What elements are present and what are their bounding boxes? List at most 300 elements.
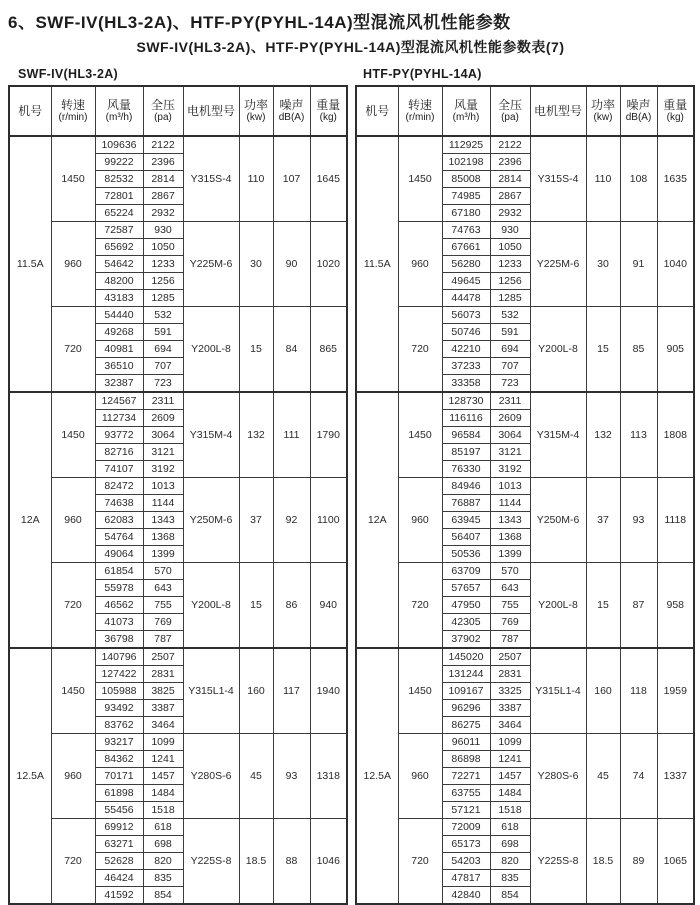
- flow-cell: 85008: [442, 171, 490, 188]
- table-row: [9, 392, 347, 410]
- rpm-cell: 1450: [398, 136, 442, 222]
- weight-cell: 1645: [310, 136, 347, 222]
- weight-cell: 1318: [310, 734, 347, 819]
- flow-cell: 49645: [442, 273, 490, 290]
- flow-cell: 54764: [95, 529, 143, 546]
- pressure-cell: 3464: [143, 717, 183, 734]
- flow-cell: 93217: [95, 734, 143, 751]
- table-row: [9, 734, 347, 751]
- flow-cell: 82716: [95, 444, 143, 461]
- flow-cell: 65692: [95, 239, 143, 256]
- flow-cell: 96011: [442, 734, 490, 751]
- pressure-cell: 854: [490, 887, 530, 905]
- pressure-cell: 2396: [143, 154, 183, 171]
- pressure-cell: 1343: [143, 512, 183, 529]
- flow-cell: 109636: [95, 136, 143, 154]
- pressure-cell: 3121: [143, 444, 183, 461]
- pressure-cell: 2867: [490, 188, 530, 205]
- table-row: [9, 222, 347, 239]
- flow-cell: 42305: [442, 614, 490, 631]
- flow-cell: 140796: [95, 648, 143, 666]
- weight-cell: 1065: [657, 819, 694, 905]
- rpm-cell: 960: [51, 222, 95, 307]
- noise-cell: 107: [273, 136, 310, 222]
- pressure-cell: 2609: [490, 410, 530, 427]
- column-header-rpm: 转速 (r/min): [398, 86, 442, 136]
- flow-cell: 74985: [442, 188, 490, 205]
- flow-cell: 48200: [95, 273, 143, 290]
- flow-cell: 63945: [442, 512, 490, 529]
- pressure-cell: 3464: [490, 717, 530, 734]
- noise-cell: 93: [273, 734, 310, 819]
- motor-model-cell: Y280S-6: [183, 734, 239, 819]
- flow-cell: 63755: [442, 785, 490, 802]
- pressure-cell: 3121: [490, 444, 530, 461]
- column-header-jihao: 机号: [356, 86, 398, 136]
- header-row: [9, 86, 347, 136]
- page-title: 6、SWF-IV(HL3-2A)、HTF-PY(PYHL-14A)型混流风机性能参数: [8, 13, 511, 32]
- rpm-cell: 720: [398, 563, 442, 649]
- table-row: [356, 307, 694, 324]
- flow-cell: 65173: [442, 836, 490, 853]
- pressure-cell: 1457: [143, 768, 183, 785]
- power-cell: 160: [239, 648, 273, 734]
- power-cell: 45: [586, 734, 620, 819]
- motor-model-cell: Y315S-4: [183, 136, 239, 222]
- power-cell: 30: [586, 222, 620, 307]
- rpm-cell: 1450: [51, 648, 95, 734]
- flow-cell: 112734: [95, 410, 143, 427]
- flow-cell: 42840: [442, 887, 490, 905]
- column-header-pressure: 全压 (pa): [490, 86, 530, 136]
- pressure-cell: 1013: [143, 478, 183, 495]
- power-cell: 15: [239, 563, 273, 649]
- table-row: [9, 648, 347, 666]
- flow-cell: 67180: [442, 205, 490, 222]
- motor-model-cell: Y200L-8: [183, 563, 239, 649]
- table-row: [356, 734, 694, 751]
- flow-cell: 105988: [95, 683, 143, 700]
- pressure-cell: 2122: [143, 136, 183, 154]
- table-row: [356, 563, 694, 580]
- motor-model-cell: Y200L-8: [530, 307, 586, 393]
- flow-cell: 61854: [95, 563, 143, 580]
- flow-cell: 69912: [95, 819, 143, 836]
- column-header-weight: 重量 (kg): [657, 86, 694, 136]
- noise-cell: 91: [620, 222, 657, 307]
- flow-cell: 76330: [442, 461, 490, 478]
- weight-cell: 1040: [657, 222, 694, 307]
- rpm-cell: 1450: [398, 648, 442, 734]
- pressure-cell: 1099: [143, 734, 183, 751]
- motor-model-cell: Y200L-8: [530, 563, 586, 649]
- flow-cell: 109167: [442, 683, 490, 700]
- flow-cell: 56073: [442, 307, 490, 324]
- flow-cell: 37902: [442, 631, 490, 649]
- column-header-power: 功率 (kw): [239, 86, 273, 136]
- noise-cell: 87: [620, 563, 657, 649]
- pressure-cell: 854: [143, 887, 183, 905]
- pressure-cell: 2311: [490, 392, 530, 410]
- column-header-pressure: 全压 (pa): [143, 86, 183, 136]
- noise-cell: 85: [620, 307, 657, 393]
- table-row: [9, 478, 347, 495]
- pressure-cell: 1484: [143, 785, 183, 802]
- flow-cell: 57121: [442, 802, 490, 819]
- pressure-cell: 2831: [143, 666, 183, 683]
- tables-container: [8, 85, 693, 905]
- table-labels-row: [8, 65, 693, 85]
- pressure-cell: 2609: [143, 410, 183, 427]
- weight-cell: 958: [657, 563, 694, 649]
- noise-cell: 86: [273, 563, 310, 649]
- power-cell: 15: [586, 563, 620, 649]
- pressure-cell: 1144: [143, 495, 183, 512]
- machine-size-cell: 12.5A: [356, 648, 398, 904]
- machine-size-cell: 11.5A: [9, 136, 51, 392]
- pressure-cell: 3825: [143, 683, 183, 700]
- flow-cell: 83762: [95, 717, 143, 734]
- pressure-cell: 694: [490, 341, 530, 358]
- flow-cell: 41073: [95, 614, 143, 631]
- rpm-cell: 960: [398, 734, 442, 819]
- power-cell: 110: [239, 136, 273, 222]
- flow-cell: 63271: [95, 836, 143, 853]
- column-header-power: 功率 (kw): [586, 86, 620, 136]
- flow-cell: 96584: [442, 427, 490, 444]
- table-row: [356, 392, 694, 410]
- pressure-cell: 787: [143, 631, 183, 649]
- flow-cell: 72009: [442, 819, 490, 836]
- noise-cell: 108: [620, 136, 657, 222]
- flow-cell: 72801: [95, 188, 143, 205]
- flow-cell: 55978: [95, 580, 143, 597]
- pressure-cell: 769: [143, 614, 183, 631]
- pressure-cell: 1343: [490, 512, 530, 529]
- pressure-cell: 694: [143, 341, 183, 358]
- pressure-cell: 1399: [490, 546, 530, 563]
- swf-performance-table: [8, 85, 348, 905]
- power-cell: 132: [239, 392, 273, 478]
- pressure-cell: 532: [490, 307, 530, 324]
- pressure-cell: 2814: [143, 171, 183, 188]
- motor-model-cell: Y200L-8: [183, 307, 239, 393]
- flow-cell: 54203: [442, 853, 490, 870]
- column-header-jihao: 机号: [9, 86, 51, 136]
- motor-model-cell: Y250M-6: [183, 478, 239, 563]
- weight-cell: 1808: [657, 392, 694, 478]
- rpm-cell: 960: [51, 478, 95, 563]
- power-cell: 15: [586, 307, 620, 393]
- flow-cell: 85197: [442, 444, 490, 461]
- flow-cell: 131244: [442, 666, 490, 683]
- noise-cell: 118: [620, 648, 657, 734]
- flow-cell: 74638: [95, 495, 143, 512]
- pressure-cell: 755: [490, 597, 530, 614]
- flow-cell: 47817: [442, 870, 490, 887]
- header-row: [356, 86, 694, 136]
- rpm-cell: 1450: [51, 392, 95, 478]
- flow-cell: 82472: [95, 478, 143, 495]
- pressure-cell: 1256: [490, 273, 530, 290]
- pressure-cell: 930: [490, 222, 530, 239]
- pressure-cell: 1399: [143, 546, 183, 563]
- pressure-cell: 3387: [490, 700, 530, 717]
- noise-cell: 93: [620, 478, 657, 563]
- pressure-cell: 2831: [490, 666, 530, 683]
- table-row: [9, 136, 347, 154]
- flow-cell: 56407: [442, 529, 490, 546]
- flow-cell: 84946: [442, 478, 490, 495]
- flow-cell: 124567: [95, 392, 143, 410]
- pressure-cell: 2122: [490, 136, 530, 154]
- noise-cell: 92: [273, 478, 310, 563]
- pressure-cell: 643: [490, 580, 530, 597]
- noise-cell: 88: [273, 819, 310, 905]
- flow-cell: 49268: [95, 324, 143, 341]
- flow-cell: 70171: [95, 768, 143, 785]
- pressure-cell: 643: [143, 580, 183, 597]
- pressure-cell: 2814: [490, 171, 530, 188]
- pressure-cell: 2311: [143, 392, 183, 410]
- motor-model-cell: Y225S-8: [183, 819, 239, 905]
- pressure-cell: 1285: [490, 290, 530, 307]
- flow-cell: 36510: [95, 358, 143, 375]
- flow-cell: 96296: [442, 700, 490, 717]
- table-row: [356, 648, 694, 666]
- flow-cell: 128730: [442, 392, 490, 410]
- flow-cell: 50746: [442, 324, 490, 341]
- noise-cell: 111: [273, 392, 310, 478]
- pressure-cell: 707: [143, 358, 183, 375]
- flow-cell: 56280: [442, 256, 490, 273]
- rpm-cell: 1450: [51, 136, 95, 222]
- pressure-cell: 698: [143, 836, 183, 853]
- table-row: [9, 563, 347, 580]
- weight-cell: 1046: [310, 819, 347, 905]
- motor-model-cell: Y225S-8: [530, 819, 586, 905]
- power-cell: 160: [586, 648, 620, 734]
- flow-cell: 36798: [95, 631, 143, 649]
- flow-cell: 127422: [95, 666, 143, 683]
- pressure-cell: 930: [143, 222, 183, 239]
- table-row: [356, 222, 694, 239]
- noise-cell: 90: [273, 222, 310, 307]
- table-row: [356, 136, 694, 154]
- pressure-cell: 755: [143, 597, 183, 614]
- power-cell: 30: [239, 222, 273, 307]
- pressure-cell: 1241: [143, 751, 183, 768]
- flow-cell: 32387: [95, 375, 143, 393]
- pressure-cell: 1457: [490, 768, 530, 785]
- pressure-cell: 723: [490, 375, 530, 393]
- pressure-cell: 3325: [490, 683, 530, 700]
- pressure-cell: 591: [490, 324, 530, 341]
- htf-table-label: HTF-PY(PYHL-14A): [363, 67, 482, 81]
- flow-cell: 54642: [95, 256, 143, 273]
- flow-cell: 55456: [95, 802, 143, 819]
- pressure-cell: 2867: [143, 188, 183, 205]
- pressure-cell: 2932: [490, 205, 530, 222]
- htf-performance-table: [355, 85, 695, 905]
- flow-cell: 72271: [442, 768, 490, 785]
- pressure-cell: 1285: [143, 290, 183, 307]
- table-row: [356, 819, 694, 836]
- rpm-cell: 1450: [398, 392, 442, 478]
- flow-cell: 54440: [95, 307, 143, 324]
- table-row: [9, 819, 347, 836]
- flow-cell: 40981: [95, 341, 143, 358]
- weight-cell: 940: [310, 563, 347, 649]
- pressure-cell: 532: [143, 307, 183, 324]
- pressure-cell: 570: [490, 563, 530, 580]
- pressure-cell: 3064: [143, 427, 183, 444]
- weight-cell: 1100: [310, 478, 347, 563]
- flow-cell: 61898: [95, 785, 143, 802]
- flow-cell: 112925: [442, 136, 490, 154]
- rpm-cell: 960: [398, 478, 442, 563]
- pressure-cell: 1050: [143, 239, 183, 256]
- pressure-cell: 570: [143, 563, 183, 580]
- flow-cell: 63709: [442, 563, 490, 580]
- pressure-cell: 2507: [490, 648, 530, 666]
- power-cell: 132: [586, 392, 620, 478]
- noise-cell: 89: [620, 819, 657, 905]
- pressure-cell: 1050: [490, 239, 530, 256]
- flow-cell: 67661: [442, 239, 490, 256]
- rpm-cell: 960: [51, 734, 95, 819]
- flow-cell: 44478: [442, 290, 490, 307]
- flow-cell: 74763: [442, 222, 490, 239]
- power-cell: 15: [239, 307, 273, 393]
- pressure-cell: 1233: [143, 256, 183, 273]
- pressure-cell: 835: [143, 870, 183, 887]
- flow-cell: 47950: [442, 597, 490, 614]
- pressure-cell: 618: [490, 819, 530, 836]
- column-header-motor: 电机型号: [183, 86, 239, 136]
- machine-size-cell: 11.5A: [356, 136, 398, 392]
- rpm-cell: 720: [51, 563, 95, 649]
- weight-cell: 1020: [310, 222, 347, 307]
- flow-cell: 93492: [95, 700, 143, 717]
- motor-model-cell: Y315M-4: [530, 392, 586, 478]
- flow-cell: 43183: [95, 290, 143, 307]
- flow-cell: 52628: [95, 853, 143, 870]
- weight-cell: 865: [310, 307, 347, 393]
- flow-cell: 62083: [95, 512, 143, 529]
- pressure-cell: 3064: [490, 427, 530, 444]
- flow-cell: 145020: [442, 648, 490, 666]
- pressure-cell: 1233: [490, 256, 530, 273]
- motor-model-cell: Y225M-6: [530, 222, 586, 307]
- noise-cell: 74: [620, 734, 657, 819]
- pressure-cell: 1484: [490, 785, 530, 802]
- flow-cell: 82532: [95, 171, 143, 188]
- pressure-cell: 707: [490, 358, 530, 375]
- pressure-cell: 3192: [143, 461, 183, 478]
- pressure-cell: 3192: [490, 461, 530, 478]
- motor-model-cell: Y250M-6: [530, 478, 586, 563]
- power-cell: 18.5: [239, 819, 273, 905]
- flow-cell: 102198: [442, 154, 490, 171]
- machine-size-cell: 12A: [9, 392, 51, 648]
- swf-table-label: SWF-IV(HL3-2A): [18, 67, 119, 81]
- page-subtitle: SWF-IV(HL3-2A)、HTF-PY(PYHL-14A)型混流风机性能参数表(7): [136, 39, 565, 55]
- weight-cell: 1118: [657, 478, 694, 563]
- weight-cell: 1337: [657, 734, 694, 819]
- flow-cell: 50536: [442, 546, 490, 563]
- pressure-cell: 1241: [490, 751, 530, 768]
- column-header-flow: 风量 (m³/h): [442, 86, 490, 136]
- pressure-cell: 591: [143, 324, 183, 341]
- rpm-cell: 720: [398, 307, 442, 393]
- flow-cell: 33358: [442, 375, 490, 393]
- machine-size-cell: 12.5A: [9, 648, 51, 904]
- pressure-cell: 2507: [143, 648, 183, 666]
- power-cell: 37: [239, 478, 273, 563]
- flow-cell: 37233: [442, 358, 490, 375]
- flow-cell: 46562: [95, 597, 143, 614]
- pressure-cell: 820: [143, 853, 183, 870]
- flow-cell: 65224: [95, 205, 143, 222]
- pressure-cell: 1144: [490, 495, 530, 512]
- table-row: [356, 478, 694, 495]
- column-header-noise: 噪声 dB(A): [273, 86, 310, 136]
- pressure-cell: 1518: [143, 802, 183, 819]
- motor-model-cell: Y280S-6: [530, 734, 586, 819]
- flow-cell: 72587: [95, 222, 143, 239]
- noise-cell: 113: [620, 392, 657, 478]
- pressure-cell: 1368: [143, 529, 183, 546]
- flow-cell: 74107: [95, 461, 143, 478]
- noise-cell: 117: [273, 648, 310, 734]
- motor-model-cell: Y315M-4: [183, 392, 239, 478]
- machine-size-cell: 12A: [356, 392, 398, 648]
- flow-cell: 84362: [95, 751, 143, 768]
- pressure-cell: 1256: [143, 273, 183, 290]
- pressure-cell: 787: [490, 631, 530, 649]
- weight-cell: 1959: [657, 648, 694, 734]
- power-cell: 18.5: [586, 819, 620, 905]
- pressure-cell: 618: [143, 819, 183, 836]
- pressure-cell: 820: [490, 853, 530, 870]
- pressure-cell: 723: [143, 375, 183, 393]
- flow-cell: 46424: [95, 870, 143, 887]
- motor-model-cell: Y315S-4: [530, 136, 586, 222]
- pressure-cell: 835: [490, 870, 530, 887]
- column-header-weight: 重量 (kg): [310, 86, 347, 136]
- column-header-flow: 风量 (m³/h): [95, 86, 143, 136]
- motor-model-cell: Y315L1-4: [183, 648, 239, 734]
- column-header-motor: 电机型号: [530, 86, 586, 136]
- flow-cell: 116116: [442, 410, 490, 427]
- rpm-cell: 720: [51, 307, 95, 393]
- pressure-cell: 1099: [490, 734, 530, 751]
- pressure-cell: 2396: [490, 154, 530, 171]
- power-cell: 110: [586, 136, 620, 222]
- flow-cell: 49064: [95, 546, 143, 563]
- weight-cell: 905: [657, 307, 694, 393]
- rpm-cell: 720: [398, 819, 442, 905]
- noise-cell: 84: [273, 307, 310, 393]
- column-header-rpm: 转速 (r/min): [51, 86, 95, 136]
- pressure-cell: 2932: [143, 205, 183, 222]
- column-header-noise: 噪声 dB(A): [620, 86, 657, 136]
- flow-cell: 86275: [442, 717, 490, 734]
- pressure-cell: 698: [490, 836, 530, 853]
- flow-cell: 93772: [95, 427, 143, 444]
- pressure-cell: 3387: [143, 700, 183, 717]
